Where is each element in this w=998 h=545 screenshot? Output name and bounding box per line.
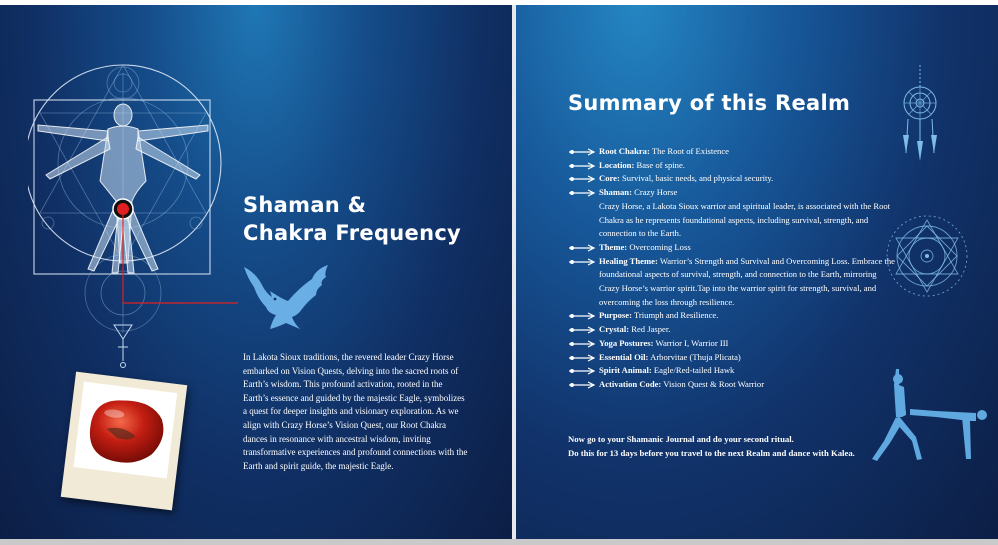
bottom-strip [0, 539, 998, 545]
summary-item-purpose: Purpose: Triumph and Resilience. [568, 309, 898, 323]
yoga-warrior-icon [866, 367, 998, 465]
title-line-1: Shaman & [243, 193, 367, 217]
summary-list [568, 145, 898, 392]
dreamcatcher-icon [894, 65, 946, 163]
closing-line-1: Now go to your Shamanic Journal and do your second ritual. [568, 434, 794, 444]
summary-item-yoga-postures: Yoga Postures: Warrior I, Warrior III [568, 337, 898, 351]
right-page [516, 5, 998, 539]
summary-item-core: Core: Survival, basic needs, and physical security. [568, 172, 898, 186]
left-page [0, 5, 512, 539]
summary-item-theme: Theme: Overcoming Loss [568, 241, 898, 255]
crystal-polaroid [61, 372, 188, 511]
summary-item-healing-theme: Healing Theme: Warrior’s Strength and Survival and Overcoming Loss. Embrace the foundational aspects of survival, strength, and connection to the Earth, mirroring Crazy Horse’s warrior spirit.Tap into the warrior spirit for strength, survival, and overcoming the loss through resilience. [568, 255, 898, 310]
summary-item-root-chakra: Root Chakra: The Root of Existence [568, 145, 898, 159]
arrow-bullet-icon [568, 258, 598, 266]
arrow-bullet-icon [568, 148, 598, 156]
closing-line-2: Do this for 13 days before you travel to the next Realm and dance with Kalea. [568, 447, 855, 458]
arrow-bullet-icon [568, 340, 598, 348]
arrow-bullet-icon [568, 189, 598, 197]
summary-item-essential-oil: Essential Oil: Arborvitae (Thuja Plicata) [568, 351, 898, 365]
summary-item-activation-code: Activation Code: Vision Quest & Root Warrior [568, 378, 898, 392]
jasper-crystal-photo [73, 382, 177, 479]
arrow-bullet-icon [568, 367, 598, 375]
vitruvian-man-illustration [28, 63, 238, 373]
arrow-bullet-icon [568, 312, 598, 320]
intro-paragraph: In Lakota Sioux traditions, the revered leader Crazy Horse embarked on Vision Quests, delving into the sacred roots of Earth’s wisdom. This profound activation, rooted in the Earth’s essence and guided by the majestic Eagle, symbolizes a quest for deeper insights and visionary exploration. As we align with Crazy Horse’s Vision Quest, our Root Chakra dances in resonance with ancestral wisdom, inviting transformative experiences and profound connections with the Earth and spirit guide, the majestic Eagle. [243, 352, 468, 471]
summary-item-spirit-animal: Spirit Animal: Eagle/Red-tailed Hawk [568, 364, 898, 378]
arrow-bullet-icon [568, 354, 598, 362]
arrow-bullet-icon [568, 381, 598, 389]
sacred-geometry-icon [882, 211, 972, 301]
shaman-description: Crazy Horse, a Lakota Sioux warrior and spiritual leader, is associated with the Root Chakra as he represents foundational aspects, including survival, strength, and connection to the Earth. [599, 200, 891, 239]
page-title [243, 191, 461, 247]
eagle-icon [242, 263, 334, 331]
summary-item-shaman: Shaman: Crazy Horse Crazy Horse, a Lakota Sioux warrior and spiritual leader, is associated with the Root Chakra as he represents foundational aspects, including survival, strength, and connection to the Earth. [568, 186, 898, 241]
title-line-2: Chakra Frequency [243, 221, 462, 245]
summary-item-crystal: Crystal: Red Jasper. [568, 323, 898, 337]
summary-item-location: Location: Base of spine. [568, 159, 898, 173]
crystal-photo-frame [73, 382, 177, 479]
arrow-bullet-icon [568, 162, 598, 170]
arrow-bullet-icon [568, 175, 598, 183]
arrow-bullet-icon [568, 326, 598, 334]
closing-instructions [568, 433, 868, 460]
arrow-bullet-icon [568, 244, 598, 252]
summary-title: Summary of this Realm [568, 91, 851, 115]
